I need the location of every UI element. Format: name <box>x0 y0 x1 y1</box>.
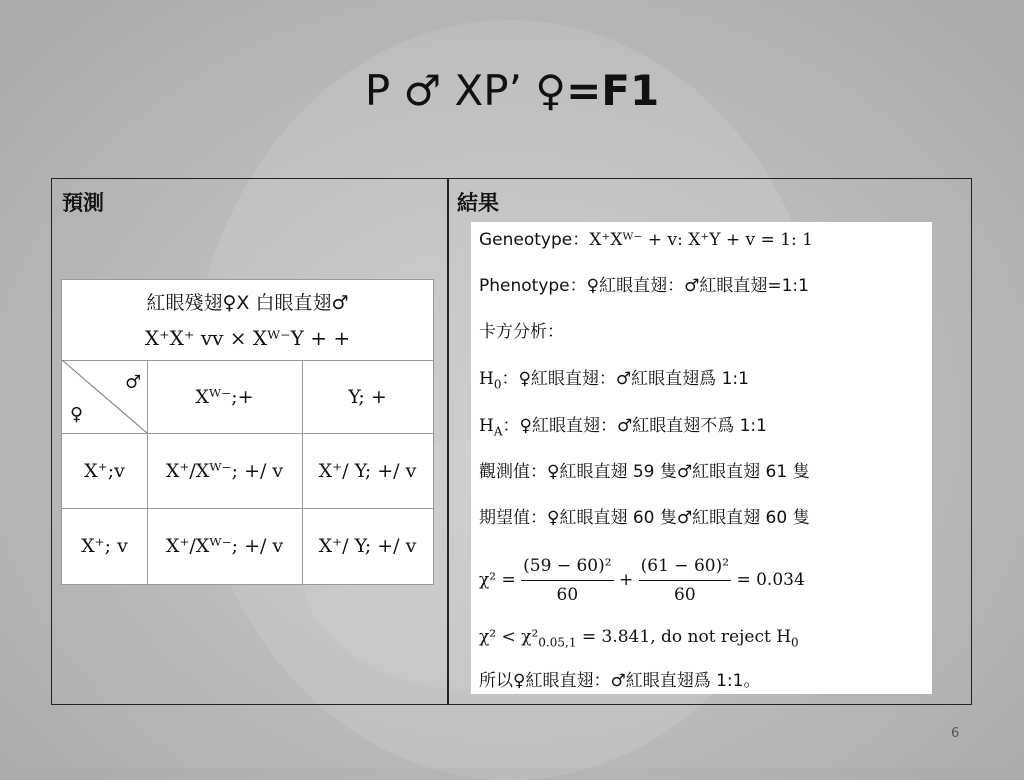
fraction-2 <box>639 552 731 609</box>
male-symbol: ♂ <box>125 372 142 393</box>
decision-subscript: 0.05,1 <box>538 635 577 650</box>
chi-square-formula <box>479 552 805 609</box>
decision-lhs: χ² < χ² <box>479 627 539 647</box>
table-cell: X⁺/Xᵂ⁻; +/ v <box>165 459 284 482</box>
chi-lhs: χ² = <box>479 570 516 590</box>
slide-title-plain: P ♂ XP’ ♀ <box>364 66 567 115</box>
fraction-1 <box>521 552 613 609</box>
ha-subscript: A <box>493 424 503 439</box>
cross-title: 紅眼殘翅♀X 白眼直翅♂ <box>146 292 349 314</box>
column-header: Y; + <box>348 385 387 408</box>
fraction-1-denominator: 60 <box>556 585 579 605</box>
table-cell: X⁺/ Y; +/ v <box>318 535 417 557</box>
column-divider <box>447 179 449 704</box>
corner-cell <box>62 360 147 433</box>
column-header: Xᵂ⁻;+ <box>195 385 254 408</box>
page-number: 6 <box>951 726 960 741</box>
cross-genotype: X⁺X⁺ vv × Xᵂ⁻Y + + <box>144 326 351 350</box>
genotype-label: Geneotype： <box>479 230 590 250</box>
phenotype-line <box>479 275 809 297</box>
table-cell: X⁺/ Y; +/ v <box>318 459 417 482</box>
phenotype-label: Phenotype： <box>479 276 587 296</box>
result-header: 結果 <box>457 191 499 215</box>
ha-label: H <box>479 416 494 436</box>
decision-h-subscript: 0 <box>791 635 799 650</box>
h0-subscript: 0 <box>493 377 502 392</box>
h0-label: H <box>479 369 494 389</box>
prediction-table <box>61 279 434 585</box>
female-symbol: ♀ <box>70 404 84 425</box>
chi-square-heading: 卡方分析： <box>479 322 564 342</box>
results-panel <box>471 222 932 694</box>
decision-line <box>479 626 799 648</box>
alternative-hypothesis <box>479 415 767 437</box>
genotype-line <box>479 229 813 251</box>
phenotype-expression: ♀紅眼直翅：♂紅眼直翅=1:1 <box>586 276 809 296</box>
expected-values: 期望值：♀紅眼直翅 60 隻♂紅眼直翅 60 隻 <box>479 508 810 528</box>
fraction-1-numerator: (59 − 60)² <box>521 552 613 581</box>
plus-sign: + <box>618 570 634 590</box>
decision-rhs: = 3.841, do not reject H <box>576 627 792 647</box>
null-hypothesis <box>479 368 749 390</box>
h0-text: ：♀紅眼直翅：♂紅眼直翅爲 1:1 <box>501 369 749 389</box>
chi-result: = 0.034 <box>736 570 805 590</box>
observed-values: 觀測值：♀紅眼直翅 59 隻♂紅眼直翅 61 隻 <box>479 462 810 482</box>
slide-title-bold: =F1 <box>566 66 660 115</box>
conclusion-line: 所以♀紅眼直翅：♂紅眼直翅爲 1:1。 <box>479 671 761 691</box>
fraction-2-numerator: (61 − 60)² <box>639 552 731 581</box>
table-cell: X⁺/Xᵂ⁻; +/ v <box>165 535 284 557</box>
fraction-2-denominator: 60 <box>674 585 696 605</box>
prediction-header: 預測 <box>62 191 104 215</box>
row-header: X⁺; v <box>81 535 128 557</box>
genotype-expression: X⁺Xᵂ⁻ + v: X⁺Y + v = 1: 1 <box>589 230 813 250</box>
slide-title <box>0 66 1024 115</box>
ha-text: ：♀紅眼直翅：♂紅眼直翅不爲 1:1 <box>502 416 767 436</box>
row-header: X⁺;v <box>84 459 125 482</box>
